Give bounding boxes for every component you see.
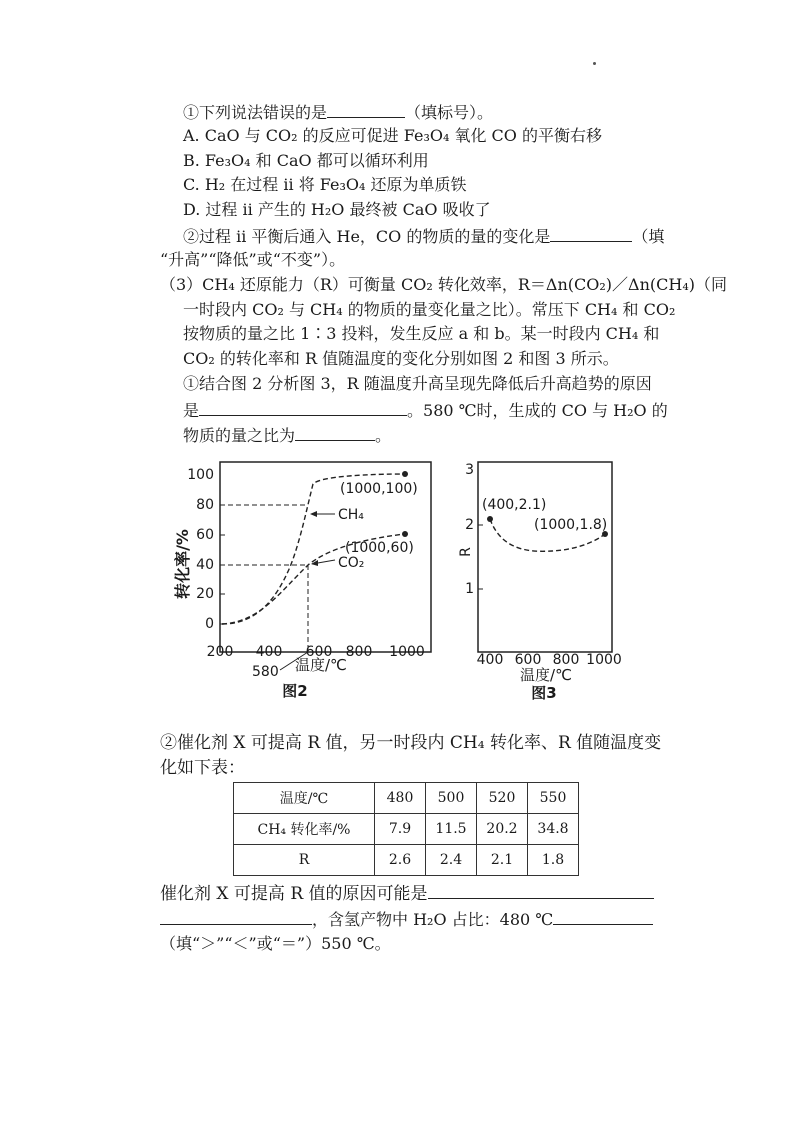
option-d: D. 过程 ⅱ 产生的 H₂O 最终被 CaO 吸收了 bbox=[183, 200, 491, 219]
y-tick-label: 100 bbox=[187, 467, 214, 483]
answer-blank[interactable] bbox=[428, 881, 654, 899]
label-co2: CO₂ bbox=[338, 555, 365, 571]
q5-line1 bbox=[160, 881, 654, 905]
part3-line7a: 物质的量之比为 bbox=[183, 426, 296, 445]
part3-line6a: 是 bbox=[183, 401, 200, 420]
data-table bbox=[233, 782, 579, 876]
q2-tail: （填 bbox=[632, 227, 665, 246]
table-cell: 480 bbox=[375, 783, 426, 814]
table-cell: 500 bbox=[426, 783, 477, 814]
figure-3-caption: 图3 bbox=[531, 684, 557, 702]
y-tick-label: 2 bbox=[465, 517, 474, 533]
table-cell: 20.2 bbox=[477, 814, 528, 845]
arrow-ch4-head bbox=[310, 511, 317, 517]
y-axis-label: 转化率/% bbox=[173, 529, 192, 599]
x-tick-label: 400 bbox=[476, 652, 504, 668]
figure-2-caption: 图2 bbox=[282, 682, 308, 700]
table-cell: 520 bbox=[477, 783, 528, 814]
point-co2-end bbox=[402, 531, 408, 537]
x-tick-label: 800 bbox=[552, 652, 580, 668]
y-tick-label: 60 bbox=[196, 527, 214, 543]
point-r-start bbox=[487, 516, 493, 522]
table-row bbox=[234, 814, 579, 845]
part3-line4: CO₂ 的转化率和 R 值随温度的变化分别如图 2 和图 3 所示。 bbox=[183, 349, 619, 368]
guide-lines bbox=[220, 505, 308, 565]
scan-speck bbox=[593, 62, 596, 65]
part3-line3: 按物质的量之比 1∶3 投料，发生反应 a 和 b。某一时段内 CH₄ 和 bbox=[183, 324, 660, 343]
option-c: C. H₂ 在过程 ⅱ 将 Fe₃O₄ 还原为单质铁 bbox=[183, 175, 467, 194]
q2-text: ②过程 ⅱ 平衡后通入 He，CO 的物质的量的变化是 bbox=[183, 227, 551, 246]
table-cell: 34.8 bbox=[528, 814, 579, 845]
figure-3 bbox=[458, 452, 632, 712]
y-tick-label: 40 bbox=[196, 557, 214, 573]
y-axis-label: R bbox=[458, 547, 474, 557]
table-cell: 2.1 bbox=[477, 845, 528, 876]
answer-blank[interactable] bbox=[553, 907, 653, 925]
row-label: 温度/℃ bbox=[234, 783, 375, 814]
option-a: A. CaO 与 CO₂ 的反应可促进 Fe₃O₄ 氧化 CO 的平衡右移 bbox=[183, 126, 603, 145]
point1-label: (1000,100) bbox=[340, 481, 418, 497]
table-cell: 2.4 bbox=[426, 845, 477, 876]
y-tick-label: 3 bbox=[465, 462, 474, 478]
x-tick-label: 600 bbox=[305, 644, 333, 660]
answer-blank[interactable] bbox=[160, 907, 312, 925]
q2-line1 bbox=[183, 224, 664, 248]
table-cell: 2.6 bbox=[375, 845, 426, 876]
q5-line2-text: ，含氢产物中 H₂O 占比：480 ℃ bbox=[312, 910, 554, 929]
x-tick-label: 200 bbox=[206, 644, 234, 660]
q5-text: 催化剂 X 可提高 R 值的原因可能是 bbox=[160, 884, 428, 904]
answer-blank[interactable] bbox=[327, 100, 405, 118]
point2-label: (1000,60) bbox=[345, 540, 414, 556]
part3-line6 bbox=[183, 398, 668, 422]
q1-prompt-tail: （填标号）。 bbox=[405, 103, 494, 122]
figure-2 bbox=[170, 452, 460, 712]
q1-prompt: ①下列说法错误的是 bbox=[183, 103, 328, 122]
table-row bbox=[234, 783, 579, 814]
plot-frame bbox=[478, 462, 612, 652]
label-ch4: CH₄ bbox=[338, 507, 364, 523]
y-tick-label: 0 bbox=[205, 616, 214, 632]
answer-blank[interactable] bbox=[295, 423, 375, 441]
x-tick-label: 800 bbox=[345, 644, 373, 660]
part3-line1: （3）CH₄ 还原能力（R）可衡量 CO₂ 转化效率，R＝Δn(CO₂)／Δn(CH₄)（同 bbox=[160, 275, 727, 294]
q4-line2: 化如下表： bbox=[160, 758, 245, 778]
y-tick-label: 20 bbox=[196, 586, 214, 602]
table-cell: 550 bbox=[528, 783, 579, 814]
x-tick-label: 1000 bbox=[586, 652, 622, 668]
point1-label: (400,2.1) bbox=[482, 497, 547, 513]
table-cell: 11.5 bbox=[426, 814, 477, 845]
x-tick-label: 600 bbox=[514, 652, 542, 668]
table-cell: 7.9 bbox=[375, 814, 426, 845]
x-axis-label: 温度/℃ bbox=[520, 666, 572, 684]
part3-line5: ①结合图 2 分析图 3，R 随温度升高呈现先降低后升高趋势的原因 bbox=[183, 374, 652, 393]
x-axis-label: 温度/℃ bbox=[295, 656, 347, 674]
part3-line2: 一时段内 CO₂ 与 CH₄ 的物质的量变化量之比）。常压下 CH₄ 和 CO₂ bbox=[183, 300, 676, 319]
x-tick-label: 400 bbox=[255, 644, 283, 660]
point2-label: (1000,1.8) bbox=[534, 517, 608, 533]
x-tick-label: 1000 bbox=[389, 644, 425, 660]
table-cell: 1.8 bbox=[528, 845, 579, 876]
row-label: R bbox=[234, 845, 375, 876]
q4-line1: ②催化剂 X 可提高 R 值，另一时段内 CH₄ 转化率、R 值随温度变 bbox=[160, 733, 662, 753]
option-b: B. Fe₃O₄ 和 CaO 都可以循环利用 bbox=[183, 151, 429, 170]
table-row bbox=[234, 845, 579, 876]
y-tick-label: 1 bbox=[465, 581, 474, 597]
y-tick-label: 80 bbox=[196, 497, 214, 513]
q2-line2: “升高”“降低”或“不变”）。 bbox=[160, 250, 346, 269]
q5-line3: （填“＞”“＜”或“＝”）550 ℃。 bbox=[160, 934, 391, 953]
q5-line2 bbox=[160, 907, 653, 931]
part3-line6b: 。580 ℃时，生成的 CO 与 H₂O 的 bbox=[407, 401, 668, 420]
part3-line7 bbox=[183, 423, 391, 447]
point-ch4-end bbox=[402, 471, 408, 477]
answer-blank[interactable] bbox=[199, 398, 407, 416]
row-label: CH₄ 转化率/% bbox=[234, 814, 375, 845]
answer-blank[interactable] bbox=[550, 224, 632, 242]
part3-line7b: 。 bbox=[375, 426, 392, 445]
q1-prompt-line bbox=[183, 100, 493, 124]
marker-580: 580 bbox=[252, 664, 279, 680]
